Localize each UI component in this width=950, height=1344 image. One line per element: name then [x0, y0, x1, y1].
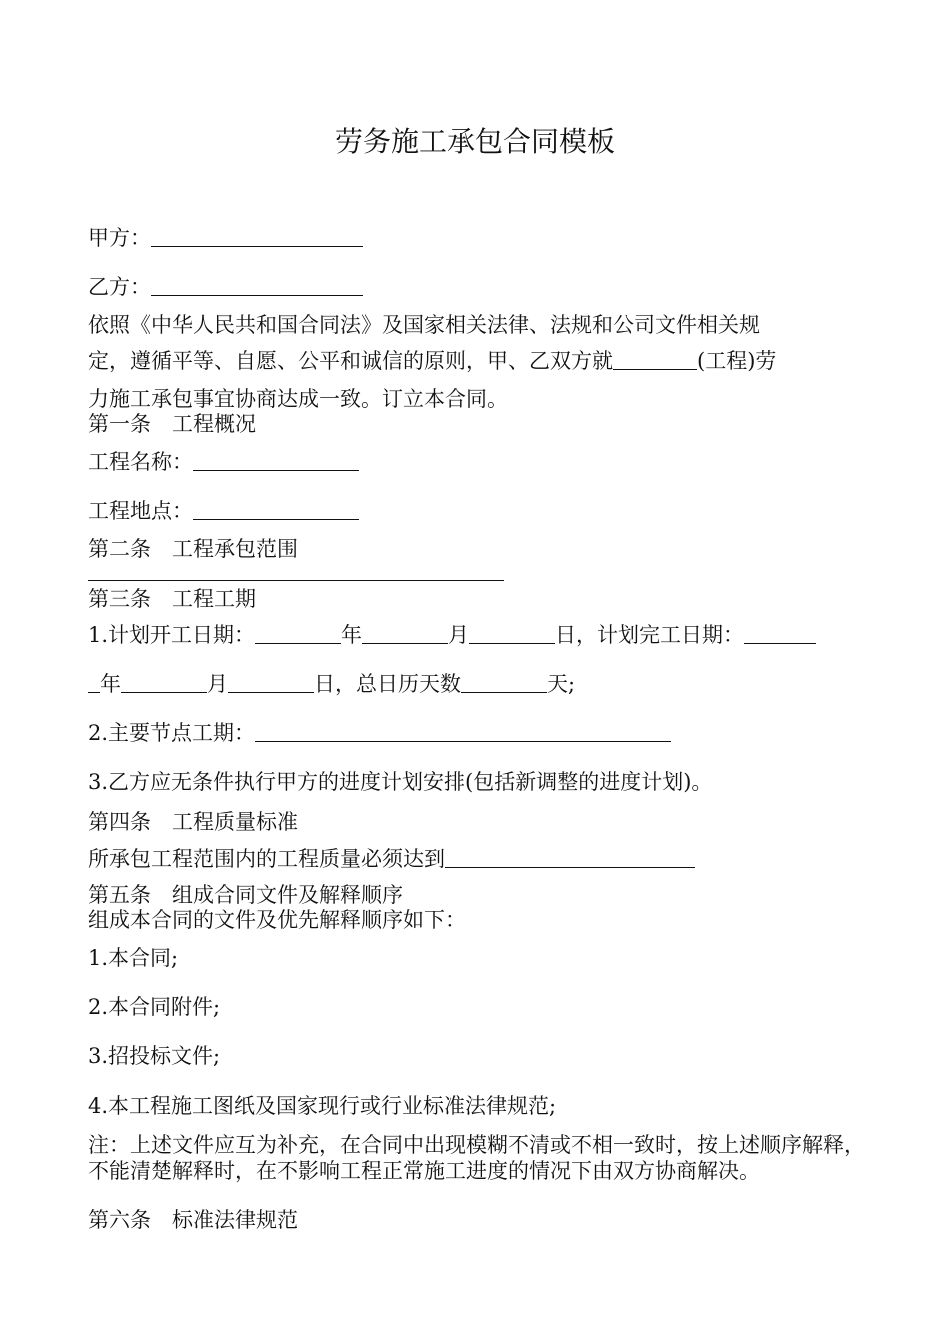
article-5-heading: 第五条 组成合同文件及解释顺序 — [88, 883, 403, 907]
milestone-label: 2.主要节点工期： — [88, 721, 256, 745]
article-6-heading: 第六条 标准法律规范 — [88, 1208, 298, 1232]
end-year-blank-part1[interactable] — [744, 623, 816, 644]
project-site-label: 工程地点： — [88, 499, 193, 523]
project-name-blank[interactable] — [193, 450, 359, 471]
party-a-label: 甲方： — [88, 226, 151, 250]
article-1-heading: 第一条 工程概况 — [88, 412, 256, 436]
party-a-blank[interactable] — [151, 226, 363, 247]
total-days-label: 日，总日历天数 — [314, 672, 461, 696]
end-month-blank[interactable] — [121, 672, 207, 693]
intro-line-1: 依照《中华人民共和国合同法》及国家相关法律、法规和公司文件相关规 — [88, 313, 760, 337]
party-b-label: 乙方： — [88, 275, 151, 299]
article-2-heading: 第二条 工程承包范围 — [88, 537, 298, 561]
total-days-blank[interactable] — [461, 672, 547, 693]
article-5-intro: 组成本合同的文件及优先解释顺序如下： — [88, 908, 466, 932]
intro-line-2-suffix: (工程)劳 — [697, 349, 777, 373]
milestone-blank[interactable] — [255, 721, 671, 742]
intro-line-3: 力施工承包事宜协商达成一致。订立本合同。 — [88, 387, 508, 411]
project-name-label: 工程名称： — [88, 450, 193, 474]
scope-line — [88, 558, 504, 586]
start-year-label: 年 — [341, 623, 363, 647]
interpretation-note: 注：上述文件应互为补充，在合同中出现模糊不清或不相一致时，按上述顺序解释，不能清楚解释时，在不影响工程正常施工进度的情况下由双方协商解决。 — [88, 1133, 865, 1183]
end-year-blank-part2[interactable] — [88, 672, 100, 693]
schedule-line-2 — [88, 670, 575, 698]
contract-doc-3: 3.招投标文件; — [88, 1044, 221, 1068]
scope-blank[interactable] — [88, 560, 504, 581]
project-site-blank[interactable] — [193, 499, 359, 520]
quality-line — [88, 845, 695, 873]
schedule-item-3: 3.乙方应无条件执行甲方的进度计划安排(包括新调整的进度计划)。 — [88, 770, 713, 794]
quality-label: 所承包工程范围内的工程质量必须达到 — [88, 847, 445, 871]
end-day-blank[interactable] — [228, 672, 314, 693]
document-title: 劳务施工承包合同模板 — [334, 125, 615, 158]
party-b-line — [88, 273, 363, 301]
milestone-line — [88, 719, 671, 747]
party-b-blank[interactable] — [151, 275, 363, 296]
article-4-heading: 第四条 工程质量标准 — [88, 810, 298, 834]
intro-line-2 — [88, 347, 776, 375]
project-name-blank-inline[interactable] — [613, 349, 697, 370]
contract-doc-4: 4.本工程施工图纸及国家现行或行业标准法律规范; — [88, 1094, 557, 1118]
start-day-blank[interactable] — [469, 623, 555, 644]
end-year-label: 年 — [100, 672, 121, 696]
end-month-label: 月 — [207, 672, 228, 696]
start-date-label: 1.计划开工日期： — [88, 623, 256, 647]
contract-doc-1: 1.本合同; — [88, 946, 179, 970]
intro-line-2-text: 定，遵循平等、自愿、公平和诚信的原则，甲、乙双方就 — [88, 349, 613, 373]
article-3-heading: 第三条 工程工期 — [88, 587, 256, 611]
project-site-line — [88, 497, 359, 525]
project-name-line — [88, 448, 359, 476]
start-month-label: 月 — [448, 623, 470, 647]
quality-blank[interactable] — [445, 847, 695, 868]
days-unit: 天; — [547, 672, 576, 696]
start-month-blank[interactable] — [362, 623, 448, 644]
party-a-line — [88, 224, 363, 252]
start-year-blank[interactable] — [255, 623, 341, 644]
schedule-line-1 — [88, 621, 816, 649]
contract-doc-2: 2.本合同附件; — [88, 995, 221, 1019]
end-date-label: 日，计划完工日期： — [555, 623, 745, 647]
